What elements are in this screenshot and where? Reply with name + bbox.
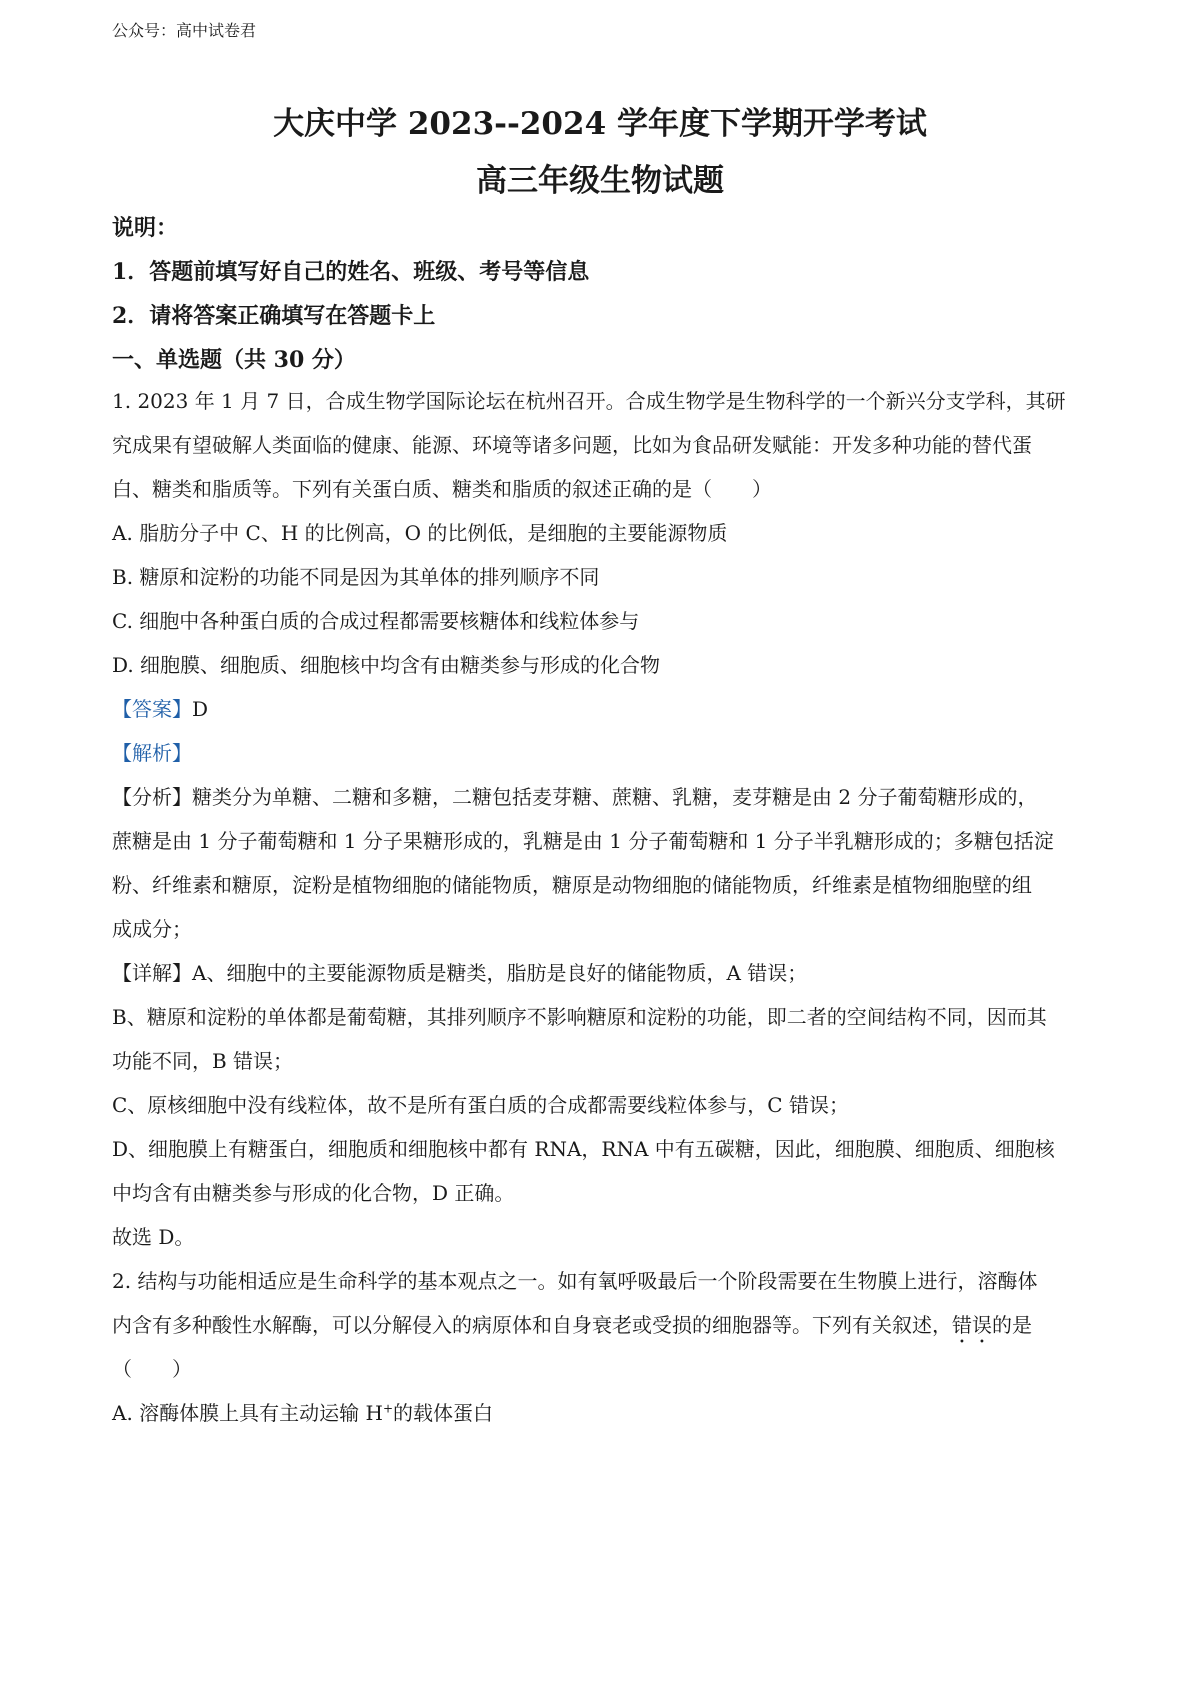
- instruction-item: 1．答题前填写好自己的姓名、班级、考号等信息: [112, 259, 590, 285]
- instruction-item: 2．请将答案正确填写在答题卡上: [112, 303, 436, 329]
- q2-stem-line: [112, 1309, 1032, 1348]
- xiangjie-text: A、细胞中的主要能源物质是糖类，脂肪是良好的储能物质，A 错误；: [192, 961, 808, 985]
- q1-stem-line: 1. 2023 年 1 月 7 日，合成生物学国际论坛在杭州召开。合成生物学是生物科学的一个新兴分支学科，其研: [112, 389, 1066, 413]
- header-note: 公众号：高中试卷君: [112, 21, 257, 40]
- fenxi-line: 粉、纤维素和糖原，淀粉是植物细胞的储能物质，糖原是动物细胞的储能物质，纤维素是植物细胞壁的组: [112, 873, 1032, 897]
- q1-stem-line: 白、糖类和脂质等。下列有关蛋白质、糖类和脂质的叙述正确的是（ ）: [112, 477, 772, 501]
- q1-answer: [112, 693, 208, 722]
- xiangjie-line: 功能不同，B 错误；: [112, 1049, 294, 1073]
- xiangjie-line: B、糖原和淀粉的单体都是葡萄糖，其排列顺序不影响糖原和淀粉的功能，即二者的空间结构不同，因而其: [112, 1005, 1047, 1029]
- conclusion-line: 故选 D。: [112, 1225, 195, 1249]
- superscript-plus: +: [382, 1401, 394, 1416]
- q1-option-b: B. 糖原和淀粉的功能不同是因为其单体的排列顺序不同: [112, 565, 600, 589]
- fenxi-line: 蔗糖是由 1 分子葡萄糖和 1 分子果糖形成的，乳糖是由 1 分子葡萄糖和 1 分子半乳糖形成的；多糖包括淀: [112, 829, 1054, 853]
- q2-option-a: [112, 1397, 493, 1426]
- fenxi-line: 成成分；: [112, 917, 192, 941]
- q1-stem-line: 究成果有望破解人类面临的健康、能源、环境等诸多问题，比如为食品研发赋能：开发多种功能的替代蛋: [112, 433, 1032, 457]
- xiangjie-tag: 【详解】: [112, 961, 192, 985]
- fenxi-tag: 【分析】: [112, 785, 192, 809]
- fenxi-line: [112, 781, 1037, 810]
- xiangjie-line: C、原核细胞中没有线粒体，故不是所有蛋白质的合成都需要线粒体参与，C 错误；: [112, 1093, 849, 1117]
- analysis-tag: 【解析】: [112, 741, 192, 765]
- q1-option-d: D. 细胞膜、细胞质、细胞核中均含有由糖类参与形成的化合物: [112, 653, 661, 677]
- instructions-heading: 说明：: [112, 215, 179, 241]
- q2-option-a-text: 的载体蛋白: [393, 1401, 494, 1425]
- exam-subtitle: 高三年级生物试题: [476, 163, 724, 199]
- q2-stem-line: 2. 结构与功能相适应是生命科学的基本观点之一。如有氧呼吸最后一个阶段需要在生物膜上进行，溶酶体: [112, 1269, 1038, 1293]
- q2-stem-text: 的是: [992, 1313, 1032, 1337]
- xiangjie-line: 中均含有由糖类参与形成的化合物，D 正确。: [112, 1181, 515, 1205]
- q2-option-a-text: A. 溶酶体膜上具有主动运输 H: [112, 1401, 383, 1425]
- q1-option-a: A. 脂肪分子中 C、H 的比例高，O 的比例低，是细胞的主要能源物质: [112, 521, 728, 545]
- exam-title: 大庆中学 2023--2024 学年度下学期开学考试: [273, 106, 927, 142]
- q2-stem-text: 内含有多种酸性水解酶，可以分解侵入的病原体和自身衰老或受损的细胞器等。下列有关叙述，: [112, 1313, 952, 1337]
- q2-answer-blank: （ ）: [112, 1357, 192, 1381]
- xiangjie-line: D、细胞膜上有糖蛋白，细胞质和细胞核中都有 RNA，RNA 中有五碳糖，因此，细胞膜、细胞质、细胞核: [112, 1137, 1055, 1161]
- fenxi-text: 糖类分为单糖、二糖和多糖，二糖包括麦芽糖、蔗糖、乳糖，麦芽糖是由 2 分子葡萄糖形成的，: [192, 785, 1038, 809]
- q2-emphasis-word: 错误: [952, 1313, 992, 1337]
- q1-option-c: C. 细胞中各种蛋白质的合成过程都需要核糖体和线粒体参与: [112, 609, 640, 633]
- section-heading: 一、单选题（共 30 分）: [112, 347, 356, 373]
- xiangjie-line: [112, 957, 807, 986]
- answer-tag: 【答案】: [112, 697, 192, 721]
- answer-value: D: [192, 697, 209, 721]
